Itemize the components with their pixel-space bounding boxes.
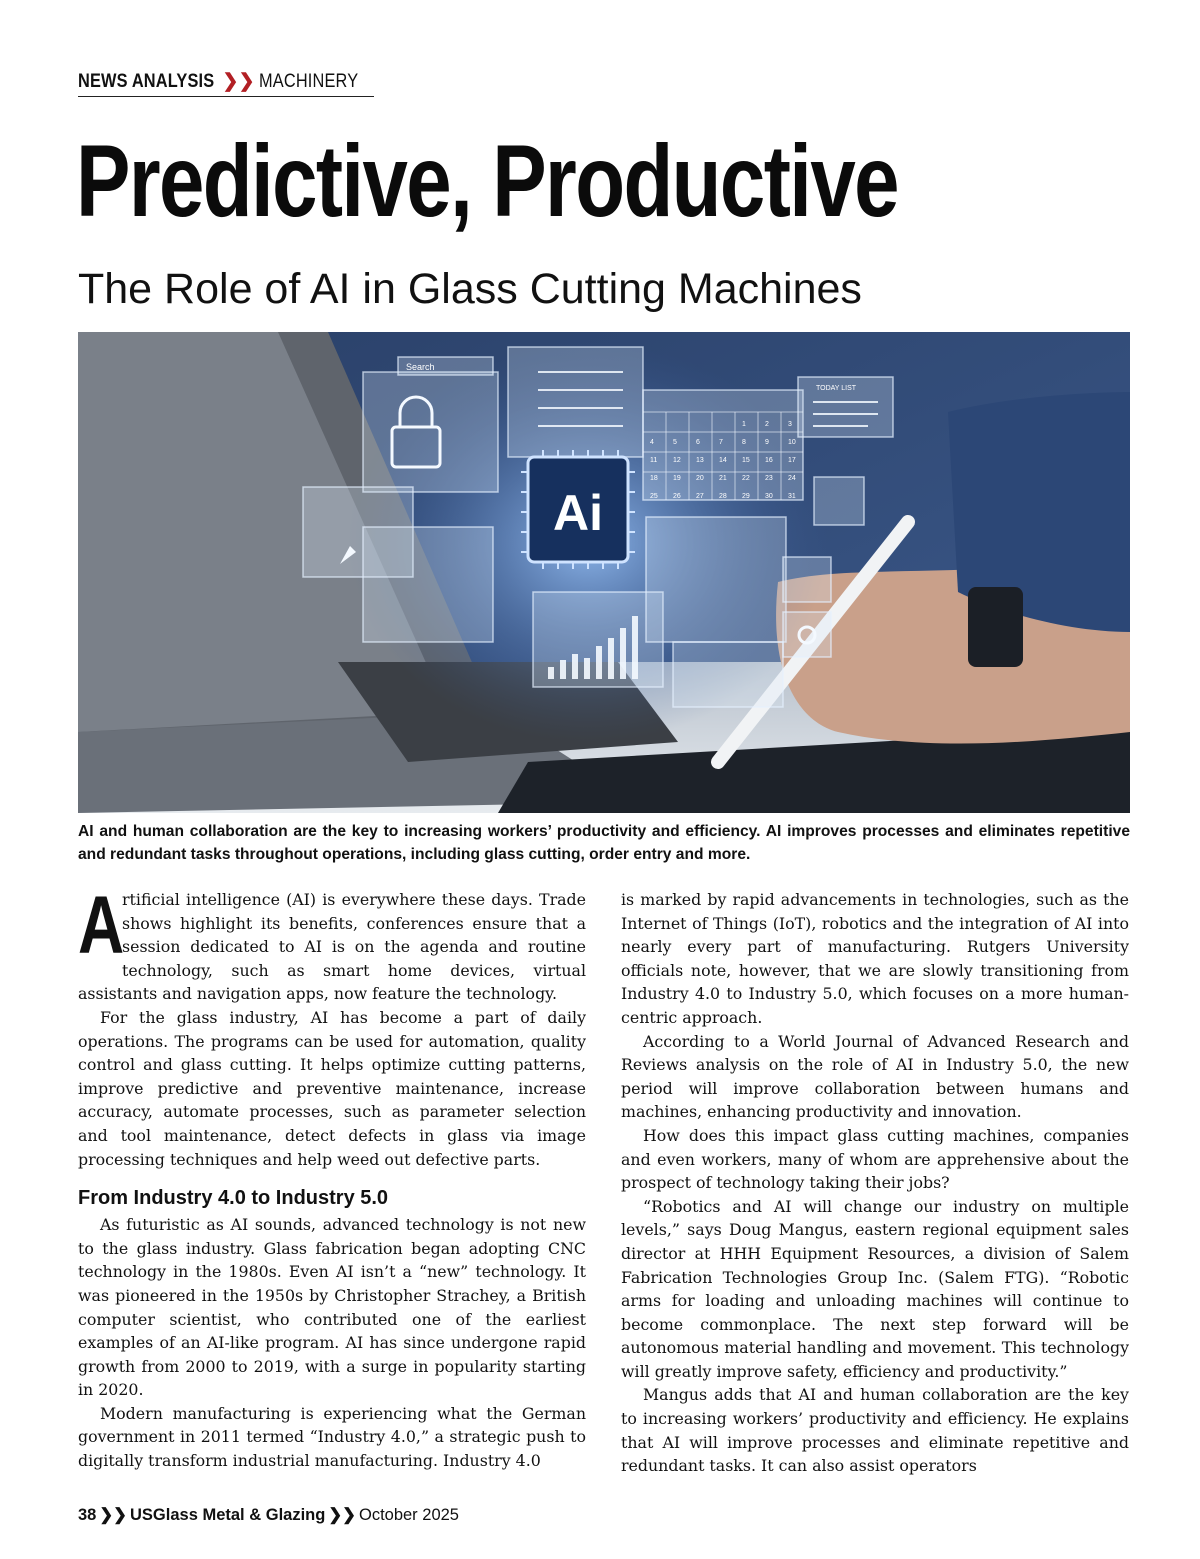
calendar-day: 26: [673, 493, 681, 500]
feature-photo: [78, 332, 1130, 813]
calendar-day: 17: [788, 457, 796, 464]
calendar-day: 2: [765, 421, 769, 428]
subheadline: The Role of AI in Glass Cutting Machines: [78, 265, 862, 313]
calendar-day: 7: [719, 439, 723, 446]
paragraph-7: “Robotics and AI will change our industry on multiple levels,” says Doug Mangus, eastern regional equipment sales director at HHH Equipment Resources, a division of Salem Fabrication Technologies Group Inc. (Salem FTG). “Robotic arms for loading and unloading machines will continue to become commonplace. The next step forward will be autonomous material handling and movement. This technology will greatly improve safety, efficiency and productivity.”: [621, 1196, 1129, 1381]
calendar-day: 13: [696, 457, 704, 464]
calendar-day: 16: [765, 457, 773, 464]
footer-separator-2: ❯❯: [328, 1506, 356, 1524]
page-footer: [78, 1505, 459, 1525]
drop-cap: A: [78, 880, 125, 971]
section-heading: From Industry 4.0 to Industry 5.0: [78, 1187, 389, 1210]
search-panel-label: Search: [406, 362, 435, 372]
calendar-day: 9: [765, 439, 769, 446]
kicker-separator: ❯❯: [222, 71, 255, 92]
calendar-day: 19: [673, 475, 681, 482]
paragraph-6: How does this impact glass cutting machines, companies and even workers, many of whom are apprehensive about the prospect of technology taking their jobs?: [621, 1125, 1129, 1193]
calendar-day: 20: [696, 475, 704, 482]
calendar-day: 12: [673, 457, 681, 464]
kicker-topic: MACHINERY: [258, 71, 359, 92]
paragraph-8: Mangus adds that AI and human collaboration are the key to increasing workers’ productivity and efficiency. He explains that AI will improve processes and eliminate repetitive and redundant tasks. It can also assist operators: [621, 1385, 1129, 1476]
calendar-day: 23: [765, 475, 773, 482]
calendar-day: 31: [788, 493, 796, 500]
calendar-day: 28: [719, 493, 727, 500]
calendar-day: 10: [788, 439, 796, 446]
calendar-day: 1: [742, 421, 746, 428]
kicker-section: NEWS ANALYSIS: [78, 71, 215, 92]
paragraph-5: According to a World Journal of Advanced Research and Reviews analysis on the role of AI in Industry 5.0, the new period will improve collaboration between humans and machines, enhancing productivity and innovation.: [621, 1031, 1129, 1122]
calendar-day: 8: [742, 439, 746, 446]
ai-chip-label: Ai: [553, 485, 603, 541]
calendar-day: 3: [788, 421, 792, 428]
calendar-day: 29: [742, 493, 750, 500]
article-column-left: [78, 880, 586, 1473]
section-kicker: [78, 70, 374, 97]
paragraph-4-continued: is marked by rapid advancements in technologies, such as the Internet of Things (IoT), robotics and the integration of AI into nearly every part of manufacturing. Rutgers University officials note, however, that we are slowly transitioning from Industry 4.0 to Industry 5.0, which focuses on a more human-centric approach.: [621, 890, 1129, 1027]
paragraph-1-text: rtificial intelligence (AI) is everywhere these days. Trade shows highlight its benefits, conferences ensure that a session dedicated to AI is on the agenda and routine technology, such as smart home devices, virtual assistants and navigation apps, now feature the technology.: [78, 890, 586, 1004]
page-number: 38: [78, 1506, 97, 1524]
article-column-right: [621, 888, 1129, 1478]
calendar-day: 6: [696, 439, 700, 446]
paragraph-3: As futuristic as AI sounds, advanced technology is not new to the glass industry. Glass fabrication began adopting CNC technology in the 1980s. Even AI isn’t a “new” technology. It was pioneered in the 1950s by Christopher Strachey, a British computer scientist, who contributed one of the earliest examples of an AI-like program. AI has since undergone rapid growth from 2000 to 2019, with a surge in popularity starting in 2020.: [78, 1215, 586, 1400]
calendar-day: 18: [650, 475, 658, 482]
footer-separator-1: ❯❯: [99, 1506, 128, 1524]
calendar-day: 30: [765, 493, 773, 500]
list-panel-title: TODAY LIST: [816, 385, 857, 392]
ai-chip: [521, 450, 635, 569]
magazine-name: USGlass Metal & Glazing: [130, 1506, 326, 1524]
calendar-day: 5: [673, 439, 677, 446]
calendar-day: 22: [742, 475, 750, 482]
calendar-day: 15: [742, 457, 750, 464]
issue-date: October 2025: [358, 1506, 459, 1524]
calendar-day: 24: [788, 475, 796, 482]
calendar-day: 25: [650, 493, 658, 500]
calendar-day: 11: [650, 457, 658, 464]
paragraph-2: For the glass industry, AI has become a part of daily operations. The programs can be used for automation, quality control and glass cutting. It helps optimize cutting patterns, improve predictive and preventive maintenance, increase accuracy, automate processes, such as parameter selection and tool maintenance, detect defects in glass via image processing techniques and help weed out defective parts.: [78, 1007, 586, 1169]
paragraph-4: Modern manufacturing is experiencing what the German government in 2011 termed “Industry 4.0,” a strategic push to digitally transform industrial manufacturing. Industry 4.0: [78, 1403, 586, 1471]
headline: Predictive, Productive: [76, 124, 898, 238]
calendar-day: 14: [719, 457, 727, 464]
calendar-day: 4: [650, 439, 654, 446]
calendar-day: 21: [719, 475, 727, 482]
paragraph-1: [78, 880, 586, 1006]
calendar-day: 27: [696, 493, 704, 500]
photo-caption: AI and human collaboration are the key to increasing workers’ productivity and efficiency. AI improves processes and eliminates repetitive and redundant tasks throughout operations, including glass cutting, order entry and more.: [78, 823, 1130, 863]
